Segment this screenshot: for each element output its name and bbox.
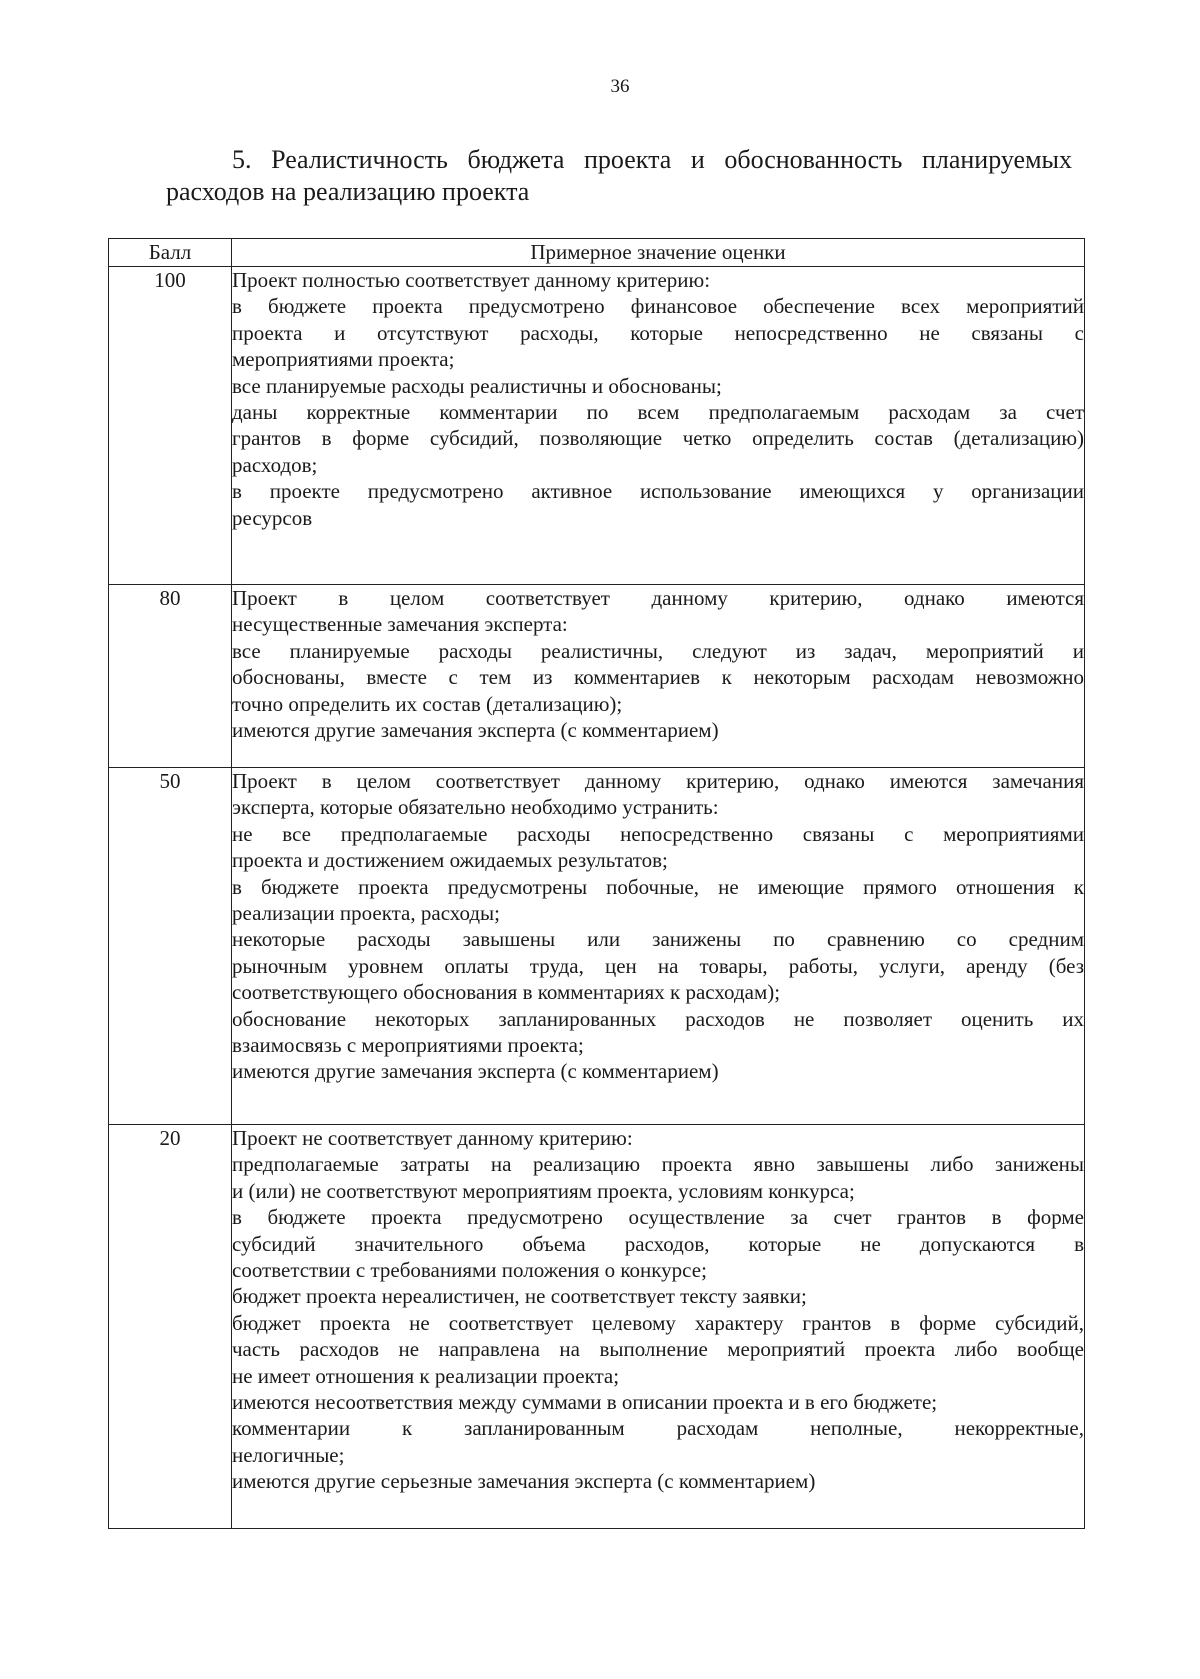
criteria-table [108,238,1085,1529]
score-column-header: Балл [109,239,232,267]
description-line: обоснованы, вместе с тем из комментариев к некоторым расходам невозможно [232,665,1084,690]
description-line: расходов; [232,452,318,477]
description-line: имеются другие серьезные замечания эксперта (с комментарием) [232,1469,816,1494]
description-line: Проект в целом соответствует данному критерию, однако имеются замечания [232,769,1084,793]
description-line: не все предполагаемые расходы непосредственно связаны с мероприятиями [232,821,1084,846]
description-line: часть расходов не направлена на выполнение мероприятий проекта либо вообще [232,1337,1084,1362]
description-line: все планируемые расходы реалистичны и обоснованы; [232,373,722,398]
description-column-header: Примерное значение оценки [232,239,1085,267]
description-line: некоторые расходы завышены или занижены по сравнению со средним [232,927,1084,952]
description-line: и (или) не соответствуют мероприятиям проекта, условиям конкурса; [232,1178,855,1203]
section-heading [166,144,1072,208]
score-cell: 100 [109,267,232,585]
description-line: обоснование некоторых запланированных расходов не позволяет оценить их [232,1006,1084,1031]
description-line: не имеет отношения к реализации проекта; [232,1363,620,1388]
page-number: 36 [610,76,630,97]
description-line: реализации проекта, расходы; [232,901,500,926]
description-line: мероприятиями проекта; [232,347,455,372]
description-line: все планируемые расходы реалистичны, следуют из задач, мероприятий и [232,638,1084,663]
description-cell [232,768,1085,1125]
description-line: проекта и отсутствуют расходы, которые непосредственно не связаны с [232,320,1084,345]
description-line: Проект не соответствует данному критерию: [232,1126,633,1150]
description-line: бюджет проекта нереалистичен, не соответствует тексту заявки; [232,1284,807,1309]
description-line: имеются другие замечания эксперта (с комментарием) [232,718,719,743]
description-line: в проекте предусмотрено активное использование имеющихся у организации [232,479,1084,504]
description-line: даны корректные комментарии по всем предполагаемым расходам за счет [232,400,1084,425]
description-line: точно определить их состав (детализацию); [232,691,623,716]
description-line: проекта и достижением ожидаемых результатов; [232,848,668,873]
description-line: грантов в форме субсидий, позволяющие четко определить состав (детализацию) [232,426,1084,451]
heading-line-1: 5. Реалистичность бюджета проекта и обоснованность планируемых [232,145,1072,174]
description-line: Проект в целом соответствует данному критерию, однако имеются [232,586,1084,610]
description-line: соответствии с требованиями положения о конкурсе; [232,1258,707,1283]
description-line: комментарии к запланированным расходам неполные, некорректные, [232,1416,1084,1441]
description-line: ресурсов [232,505,313,530]
score-cell: 80 [109,585,232,768]
description-line: в бюджете проекта предусмотрено осуществление за счет грантов в форме [232,1205,1084,1230]
heading-line-2: расходов на реализацию проекта [166,177,530,206]
description-cell [232,585,1085,768]
table-row [109,267,1085,585]
description-line: эксперта, которые обязательно необходимо устранить: [232,795,719,820]
description-line: бюджет проекта не соответствует целевому характеру грантов в форме субсидий, [232,1310,1084,1335]
description-line: предполагаемые затраты на реализацию проекта явно завышены либо занижены [232,1152,1084,1177]
score-cell: 50 [109,768,232,1125]
description-cell [232,267,1085,585]
table-row [109,1125,1085,1529]
description-line: взаимосвязь с мероприятиями проекта; [232,1033,584,1058]
description-line: в бюджете проекта предусмотрено финансовое обеспечение всех мероприятий [232,294,1084,319]
table-header-row [109,239,1085,267]
score-cell: 20 [109,1125,232,1529]
description-line: имеются другие замечания эксперта (с комментарием) [232,1059,719,1084]
description-line: несущественные замечания эксперта: [232,612,568,637]
description-line: нелогичные; [232,1442,345,1467]
description-line: имеются несоответствия между суммами в описании проекта и в его бюджете; [232,1390,938,1415]
description-cell [232,1125,1085,1529]
description-line: субсидий значительного объема расходов, которые не допускаются в [232,1231,1084,1256]
description-line: соответствующего обоснования в комментариях к расходам); [232,980,781,1005]
table-row [109,585,1085,768]
description-line: Проект полностью соответствует данному критерию: [232,268,711,292]
table-row [109,768,1085,1125]
description-line: в бюджете проекта предусмотрены побочные, не имеющие прямого отношения к [232,874,1084,899]
description-line: рыночным уровнем оплаты труда, цен на товары, работы, услуги, аренду (без [232,953,1084,978]
